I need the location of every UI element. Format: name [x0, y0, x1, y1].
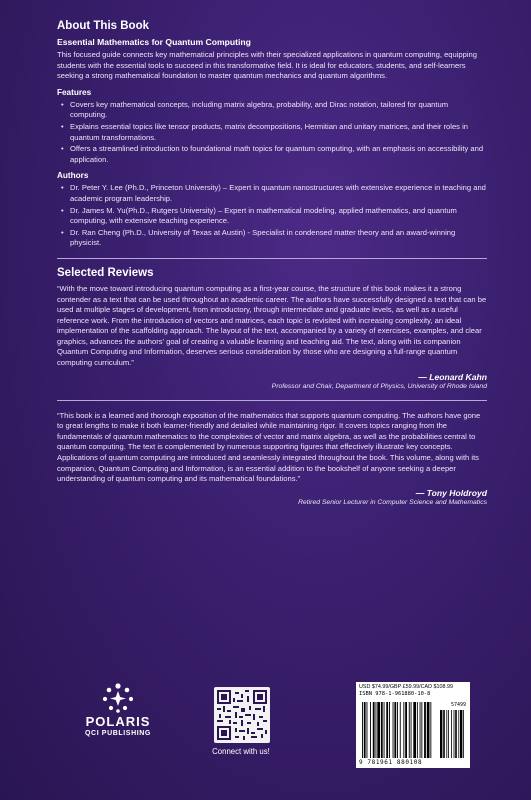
book-description: This focused guide connects key mathematical principles with their specialized applications in quantum computing, equipping students with the essential tools to succeed in this transformative field. It is ideal for educators, students, and self-learners seeking a strong mathematical foundation to master quantum mechanics and quantum algorithms.	[57, 50, 477, 81]
authors-list	[57, 183, 487, 249]
publisher-logo	[78, 683, 158, 737]
section-divider	[57, 258, 487, 259]
barcode-icon	[360, 700, 466, 758]
qr-code-icon	[217, 690, 267, 740]
reviewer-name: — Tony Holdroyd	[415, 487, 487, 498]
reviewer-name: — Leonard Kahn	[418, 371, 487, 382]
review-text: “This book is a learned and thorough exposition of the mathematics that supports quantum computing. The authors have gone to great lengths to make it both learner-friendly and detailed while maintaining rigor. It covers topics ranging from the fundamentals of quantum mathematics to the complexities of vector and matrix algebra, as well as the probabilities central to quantum computing. The text is complemented by numerous supporting figures that effectively illustrate key concepts. Applications of quantum computing are introduced and seamlessly integrated throughout the book. This volume, along with its companion, Quantum Computing and Information, is an essential addition to the bookshelf of anyone seeking a deeper understanding of quantum computing and its mathematical foundations.”	[57, 410, 481, 484]
review-divider	[57, 400, 487, 401]
isbn-text: ISBN 978-1-961880-10-8	[359, 691, 431, 697]
review-block	[57, 284, 487, 390]
feature-item: • Explains essential topics like tensor products, matrix decompositions, Hermitian and unitary matrices, and their roles in quantum transformations.	[70, 122, 487, 143]
review-text: “With the move toward introducing quantum computing as a first-year course, the structure of this book makes it a strong contender as a text that can be used throughout an academic career. The authors have successfully designed a text that can be used at multiple stages of development, from introductory, through intermediate and graduate levels, as well as a useful reference work. From the introduction of vectors and matrices, each topic is revisited with increasing complexity, an ideal implementation of the scaffolding approach. The layout of the text, accompanied by a variety of exercises, examples, and clear graphics, advances the authors' goal of creating a valuable learning and teaching aid. The text, along with its companion Quantum Computing and Information, deserves serious consideration by those who are designing a full-range quantum computing curriculum.”	[57, 283, 487, 368]
publisher-name: POLARIS	[85, 714, 151, 729]
features-label: Features	[57, 87, 92, 97]
about-heading: About This Book	[57, 20, 149, 32]
price-text: USD $74.99/GBP £59.99/CAD $108.99	[359, 684, 453, 690]
publisher-subtitle: QCI PUBLISHING	[85, 730, 151, 737]
reviewer-title: Retired Senior Lecturer in Computer Science and Mathematics	[298, 498, 487, 506]
author-item: • Dr. James M. Yu(Ph.D., Rutgers University) – Expert in mathematical modeling, applied mathematics, and quantum computing, with extensive teaching experience.	[70, 206, 487, 227]
connect-label: Connect with us!	[212, 747, 270, 756]
barcode-box	[356, 682, 470, 768]
cover-footer	[0, 675, 531, 800]
ean-addon: 57499	[450, 702, 466, 708]
polaris-star-icon	[101, 683, 135, 713]
author-item: • Dr. Ran Cheng (Ph.D., University of Texas at Austin) - Specialist in condensed matter theory and an award-winning physicist.	[70, 228, 487, 249]
barcode-digits: 9 781961 880108	[359, 759, 423, 766]
feature-item: • Covers key mathematical concepts, including matrix algebra, probability, and Dirac notation, tailored for quantum computing.	[70, 100, 487, 121]
authors-label: Authors	[57, 171, 89, 181]
book-title: Essential Mathematics for Quantum Computing	[57, 37, 251, 47]
reviewer-title: Professor and Chair, Department of Physics, University of Rhode Island	[271, 382, 487, 390]
author-item: • Dr. Peter Y. Lee (Ph.D., Princeton University) – Expert in quantum nanostructures with extensive experience in teaching and academic program leadership.	[70, 183, 487, 204]
reviews-heading: Selected Reviews	[57, 266, 154, 279]
qr-code[interactable]	[214, 687, 270, 743]
feature-item: • Offers a streamlined introduction to foundational math topics for quantum computing, with an emphasis on accessibility and application.	[70, 144, 487, 165]
back-cover-content	[57, 20, 487, 506]
review-block	[57, 411, 487, 506]
features-list	[57, 100, 487, 166]
